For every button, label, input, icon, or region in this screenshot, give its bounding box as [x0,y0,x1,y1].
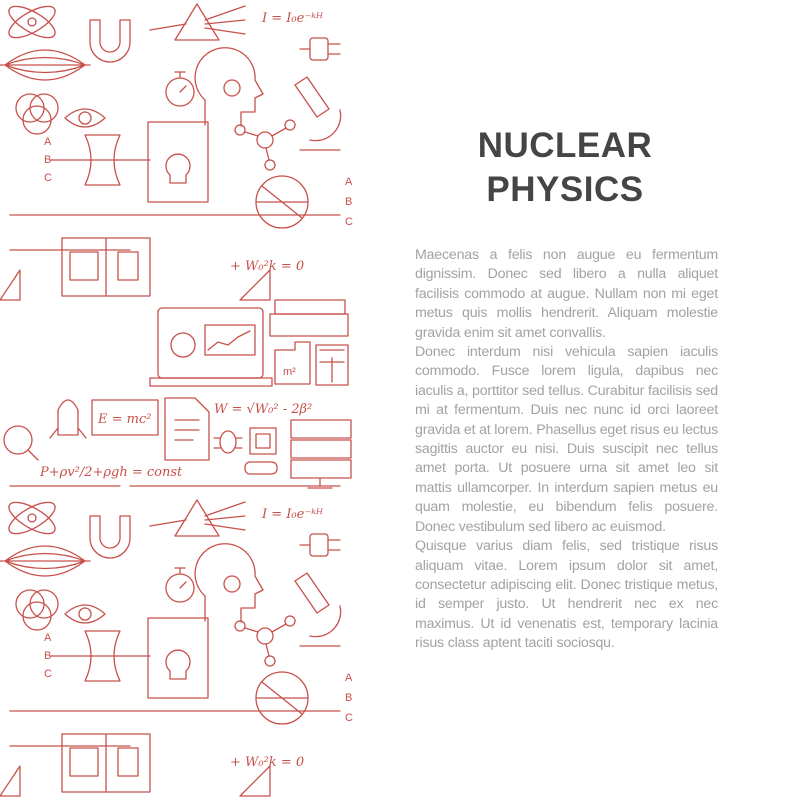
pattern-tile-bottom [4,300,351,488]
magnetic-field-icon [0,50,90,80]
attenuation-formula: I = I₀e⁻ᵏᴴ [262,11,324,26]
pattern-tile-top [0,0,353,300]
book-icon [62,238,150,296]
paragraph-2: Donec interdum nisi vehicula sapien iaculis commodo. Fusce lorem ligula, dapibus nec iaculis a, porttitor sed tellus. Curabitur facilisis sed mi at fermentum. Duis nec nunc id orci laoreet gravida et at lorem. Phasellus eget risus eu lectus sagittis auctor eu nisi. Duis suscipit nec tellus amet porta. Ut posuere urna sit amet leo sit mattis ullamcorper. In interdum sapien metus eu quam molestie, eu bibendum felis posuere. Donec vestibulum sed libero ac euismod. [415,344,718,535]
svg-text:m²: m² [283,366,296,378]
pattern-tile-repeat [0,496,353,796]
books-icon [270,300,348,336]
label-a: A [345,176,353,188]
title-line-2: PHYSICS [486,170,644,209]
calculator-icon [316,345,348,385]
circle-diagram-icon [256,176,308,228]
chip-icon [250,428,276,454]
prism-icon [150,4,245,40]
paragraph-1: Maecenas a felis non augue eu fermentum dignissim. Donec sed libero a nulla aliquet facilisis commodo at augue. Nullam non mi eget metus quis mollis hendrerit. Aliquam molestie gravida enim sit amet convallis. [415,247,718,341]
frequency-formula: W = √W₀² - 2β² [214,402,313,417]
lens-icon [50,135,150,185]
eye-icon [65,109,105,127]
stopwatch-icon [166,72,194,106]
label-c: C [345,216,353,228]
venn-diagram-icon [16,94,58,134]
magnet-icon [90,20,130,62]
label-c: C [44,172,52,184]
paragraph-3: Quisque varius diam felis, sed tristique risus aliquam vitae. Lorem ipsum dolor sit amet, consectetur adipiscing elit. Donec tristique metus, id semper justo. Ut hendrerit nec ex nec maximus. Ut id venenatis est, temporary lacinia risus class aptent taciti sociosqu. [415,538,718,652]
page-title [440,124,690,212]
bug-icon [214,431,242,453]
plug-icon [300,38,340,60]
bernoulli-formula: P+ρv²/2+ρgh = const [40,465,183,480]
label-b: B [345,196,353,208]
magnifier-icon [4,426,38,460]
title-line-1: NUCLEAR [477,126,653,165]
line-art-illustration [0,0,356,800]
divider-line [10,215,340,250]
atom-icon [4,0,59,43]
label-a: A [44,136,52,148]
usb-icon [245,462,277,474]
energy-formula: E = mc² [98,412,152,427]
rocket-icon [50,400,86,438]
lightbulb-icon [148,122,208,202]
work-formula: + W₀²k = 0 [230,259,305,274]
molecule-icon [235,120,295,170]
area-icon [275,342,310,384]
body-text [415,246,718,654]
server-icon [291,420,351,488]
physics-icon-pattern [0,0,356,800]
head-icon [195,48,263,126]
microscope-icon [295,77,341,150]
document-icon [165,398,209,460]
label-b: B [44,154,52,166]
laptop-icon [150,308,272,386]
